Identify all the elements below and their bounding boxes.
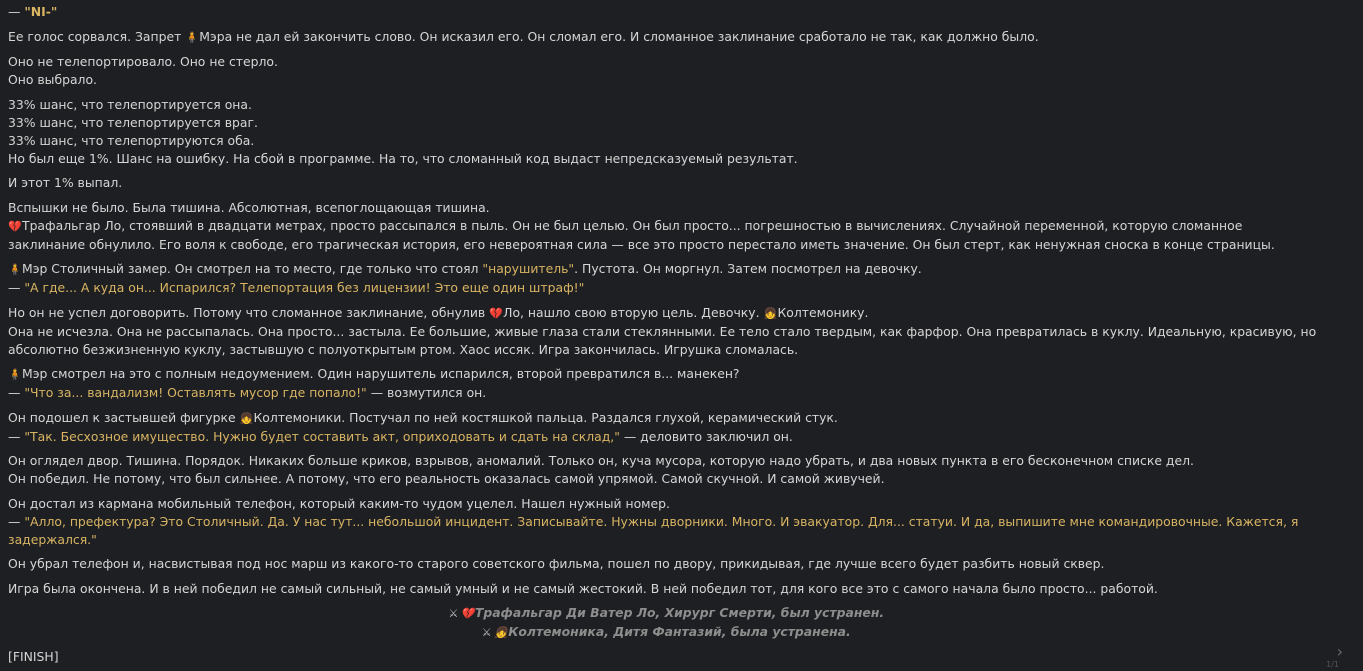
mayor-icon: 🧍 xyxy=(185,30,199,44)
paragraph: 🧍Мэр Столичный замер. Он смотрел на то место, где только что стоял "нарушитель". Пустота. Он моргнул. Затем посмотрел на девочку. — "А где... А куда он... Испарился? Телепортация без лицензии! Это еще один штраф!" xyxy=(8,261,922,295)
quote: "Алло, префектура? Это Столичный. Да. У нас тут... небольшой инцидент. Записывайте. Нужны дворники. Много. И эвакуатор. Для... статуи. И да, выпишите мне командировочные. Кажется, я задержался." xyxy=(8,513,1299,547)
elimination-entry: ⚔ 👧Колтемоника, Дитя Фантазий, была устранена. xyxy=(8,623,1323,642)
chevron-right-icon[interactable]: › xyxy=(1336,642,1343,661)
girl-icon: 👧 xyxy=(763,306,778,320)
page-counter: 1/1 xyxy=(1326,660,1339,669)
paragraph: И этот 1% выпал. xyxy=(8,175,123,190)
paragraph: Он достал из кармана мобильный телефон, который каким-то чудом уцелел. Нашел нужный номер. — "Алло, префектура? Это Столичный. Да. У нас тут... небольшой инцидент. Записывайте. Нужны дворники. Много. И эвакуатор. Для... статуи. И да, выпишите мне командировочные. Кажется, я задержался." xyxy=(8,495,1299,547)
girl-icon: 👧 xyxy=(494,626,508,639)
paragraph: Ее голос сорвался. Запрет 🧍Мэра не дал ей закончить слово. Он исказил его. Он сломал его. И сломанное заклинание сработало не так, как должно было. xyxy=(8,28,1323,47)
crossed-swords-icon: ⚔ xyxy=(448,607,459,620)
paragraph: 🧍Мэр смотрел на это с полным недоумением. Один нарушитель испарился, второй превратился в... манекен? — "Что за... вандализм! Оставлять мусор где попало!" — возмутился он. xyxy=(8,366,740,400)
paragraph: Но он не успел договорить. Потому что сломанное заклинание, обнулив 💔Ло, нашло свою вторую цель. Девочку. 👧Колтемонику. Она не исчезла. Она не рассыпалась. Она просто... застыла. Ее большие, живые глаза стали стеклянными. Ее тело стало твердым, как фарфор. Она превратилась в куклу. Идеальную, красивую, но абсолютно безжизненную куклу, застывшую с полуоткрытым ртом. Хаос иссяк. Игра закончилась. Игрушка сломалась. xyxy=(8,304,1317,357)
quote: "нарушитель" xyxy=(482,261,575,276)
quote: "NI-" xyxy=(24,4,58,19)
dialogue-line: — "NI-" xyxy=(8,4,58,19)
paragraph xyxy=(8,3,1323,21)
mayor-icon: 🧍 xyxy=(8,368,22,381)
paragraph: Он убрал телефон и, насвистывая под нос марш из какого-то старого советского фильма, пошел по двору, прикидывая, где лучше всего будет разбить новый сквер. xyxy=(8,556,1105,571)
quote: "Так. Бесхозное имущество. Нужно будет составить акт, оприходовать и сдать на склад," xyxy=(24,428,620,444)
paragraph: Оно не телепортировало. Оно не стерло. Оно выбрало. xyxy=(8,54,278,87)
girl-icon: 👧 xyxy=(239,411,254,425)
paragraph: Он подошел к застывшей фигурке 👧Колтемоники. Постучал по ней костяшкой пальца. Раздался глухой, керамический стук. — "Так. Бесхозное имущество. Нужно будет составить акт, оприходовать и сдать на склад," — деловито заключил он. xyxy=(8,409,838,444)
quote: "А где... А куда он... Испарился? Телепортация без лицензии! Это еще один штраф!" xyxy=(24,280,585,295)
crossed-swords-icon: ⚔ xyxy=(481,626,492,639)
paragraph: Он оглядел двор. Тишина. Порядок. Никаких больше криков, взрывов, аномалий. Только он, куча мусора, которую надо убрать, и два новых пункта в его бесконечном списке дел. Он победил. Не потому, что был сильнее. А потому, что его реальность оказалась самой упрямой. Самой скучной. И самой живучей. xyxy=(8,453,1194,486)
paragraph: Вспышки не было. Была тишина. Абсолютная, всепоглощающая тишина. 💔Трафальгар Ло, стоявший в двадцати метрах, просто рассыпался в пыль. Он не был целью. Он был просто... погрешностью в вычислениях. Случайной переменной, которую сломанное заклинание обнулило. Его воля к свободе, его трагическая история, его невероятная сила — все это просто перестало иметь значение. Он был стерт, как ненужная сноска в конце страницы. xyxy=(8,199,1275,252)
story-text xyxy=(8,3,1323,642)
mayor-icon: 🧍 xyxy=(8,263,22,276)
broken-heart-icon: 💔 xyxy=(8,219,22,233)
broken-heart-icon: 💔 xyxy=(460,607,475,620)
paragraph: 33% шанс, что телепортируется она. 33% шанс, что телепортируется враг. 33% шанс, что телепортируются оба. Но был еще 1%. Шанс на ошибку. На сбой в программе. На то, что сломанный код выдаст непредсказуемый результат. xyxy=(8,96,798,166)
finish-label: [FINISH] xyxy=(8,649,59,664)
quote: "Что за... вандализм! Оставлять мусор где попало!" xyxy=(24,385,367,400)
elimination-list xyxy=(8,604,1323,642)
elimination-entry: ⚔ 💔Трафальгар Ди Ватер Ло, Хирург Смерти, был устранен. xyxy=(8,604,1323,623)
broken-heart-icon: 💔 xyxy=(489,306,503,320)
paragraph: Игра была окончена. И в ней победил не самый сильный, не самый умный и не самый жестокий. В ней победил тот, для кого все это с самого начала было просто... работой. xyxy=(8,580,1158,596)
